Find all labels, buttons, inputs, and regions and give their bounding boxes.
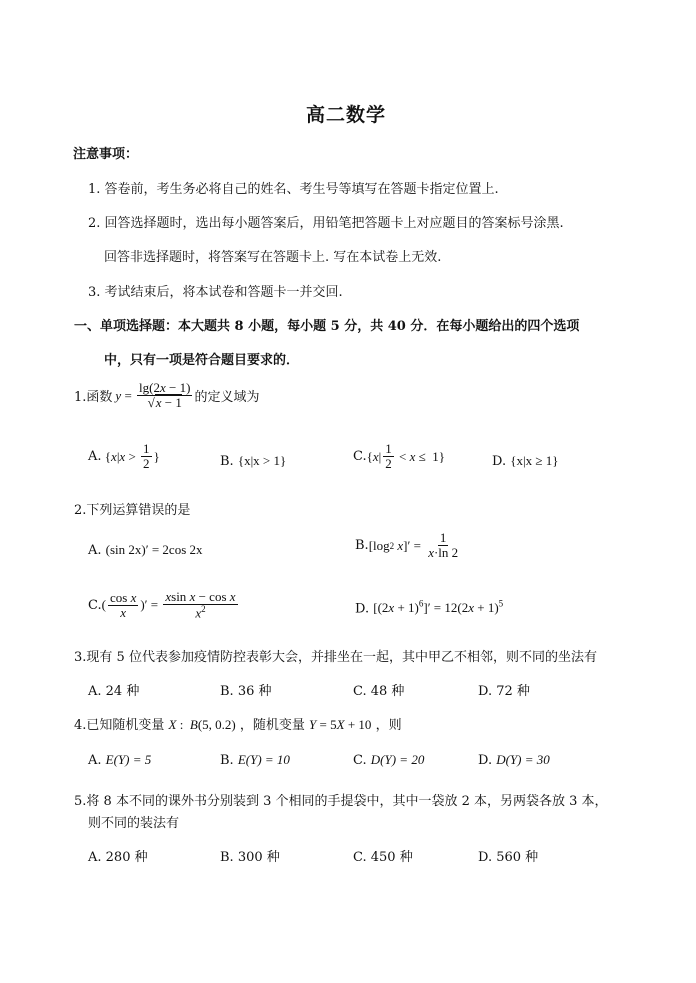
question-5-line2: 则不同的装法有 — [88, 816, 180, 831]
question-1 — [74, 381, 259, 411]
q1-prefix: 1.函数 — [74, 390, 113, 406]
q4-option-c-math: D(Y) = 20 — [370, 752, 425, 767]
q3-option-a: A. 24 种 — [88, 684, 140, 699]
q4-option-b — [220, 752, 290, 768]
q4-option-c — [353, 752, 424, 768]
notice-item-1: 1. 答卷前，考生务必将自己的姓名、考生号等填写在答题卡指定位置上. — [88, 182, 499, 197]
q2-option-a-math: (sin 2x)′ = 2cos 2x — [105, 542, 203, 557]
q1-option-d — [492, 453, 558, 469]
q2-option-a-label: A. — [88, 543, 102, 558]
q2-option-d-label: D. — [355, 601, 370, 617]
q5-option-a: A. 280 种 — [88, 850, 148, 865]
q1-option-b — [220, 453, 286, 469]
q1-option-d-label: D. — [492, 454, 507, 469]
q1-option-b-label: B. — [220, 454, 234, 469]
q1-option-d-math: {x|x ≥ 1} — [510, 453, 559, 468]
page-title: 高二数学 — [306, 104, 387, 126]
q1-option-c: C. { x | $\frac{1}{2}$ < x ≤ 1} — [353, 441, 446, 472]
question-4: 4.已知随机变量 X : B(5, 0.2) ，随机变量 Y = 5X + 10 ，则 — [74, 717, 402, 733]
q5-option-c: C. 450 种 — [353, 850, 413, 865]
q4-option-a-label: A. — [88, 753, 102, 768]
q4-option-b-label: B. — [220, 753, 234, 768]
q1-option-a-label: A. — [88, 449, 102, 465]
q4-mid: ，随机变量 — [239, 718, 305, 733]
notice-heading: 注意事项： — [73, 147, 139, 162]
q4-option-b-math: E(Y) = 10 — [237, 752, 290, 767]
q3-option-c: C. 48 种 — [353, 684, 405, 699]
q4-option-a — [88, 752, 151, 768]
q1-suffix: 的定义域为 — [194, 390, 260, 406]
question-5-line1: 5.将 8 本不同的课外书分别装到 3 个相同的手提袋中，其中一袋放 2 本，另两袋各放 3 本， — [74, 794, 608, 809]
q1-function-formula: y = $\frac{\lg(2x - 1)}{√x - 1}$ — [115, 380, 191, 411]
section-heading-line1: 一、单项选择题：本大题共 8 小题，每小题 5 分，共 40 分．在每小题给出的四个选项 — [74, 319, 580, 334]
q4-option-a-math: E(Y) = 5 — [105, 752, 152, 767]
q2-option-d: D. $[(2x + 1)^6]' = 12(2x + 1)^5$ — [355, 599, 504, 617]
q4-option-d-math: D(Y) = 30 — [496, 752, 550, 767]
q2-option-a — [88, 542, 203, 558]
question-2: 2.下列运算错误的是 — [74, 503, 191, 518]
q5-option-b: B. 300 种 — [220, 850, 280, 865]
notice-item-2: 2. 回答选择题时，选出每小题答案后，用铅笔把答题卡上对应题目的答案标号涂黑. — [88, 216, 564, 231]
q4-prefix: 4.已知随机变量 — [74, 718, 165, 733]
q5-option-d: D. 560 种 — [478, 850, 539, 865]
q4-option-d — [478, 752, 550, 768]
q4-suffix: ，则 — [375, 718, 402, 733]
q4-option-d-label: D. — [478, 753, 493, 768]
q1-option-c-label: C. — [353, 449, 367, 465]
question-3: 3.现有 5 位代表参加疫情防控表彰大会，并排坐在一起，其中甲乙不相邻，则不同的坐法有 — [74, 650, 597, 665]
q2-option-b: B. [log 2 x ]′ = $\frac{1}{x\cdot\ln 2}$ — [355, 530, 459, 561]
q2-option-b-label: B. — [355, 538, 369, 554]
q4-option-c-label: C. — [353, 753, 367, 768]
q1-option-a: A. { x | x > $\frac{1}{2}$ } — [88, 441, 160, 472]
q2-option-c: C. ( $\frac{\text{cos x}}{x}$ )′ = $\frac{\text{xsin x − cos x}}{x^2}$ — [88, 589, 236, 621]
q3-option-d: D. 72 种 — [478, 684, 530, 699]
q2-option-c-label: C. — [88, 597, 102, 613]
notice-item-2-cont: 回答非选择题时，将答案写在答题卡上. 写在本试卷上无效. — [104, 250, 442, 265]
q1-option-b-math: {x|x > 1} — [237, 453, 287, 468]
notice-item-3: 3. 考试结束后，将本试卷和答题卡一并交回. — [88, 285, 343, 300]
q3-option-b: B. 36 种 — [220, 684, 272, 699]
section-heading-line2: 中，只有一项是符合题目要求的． — [104, 353, 300, 368]
